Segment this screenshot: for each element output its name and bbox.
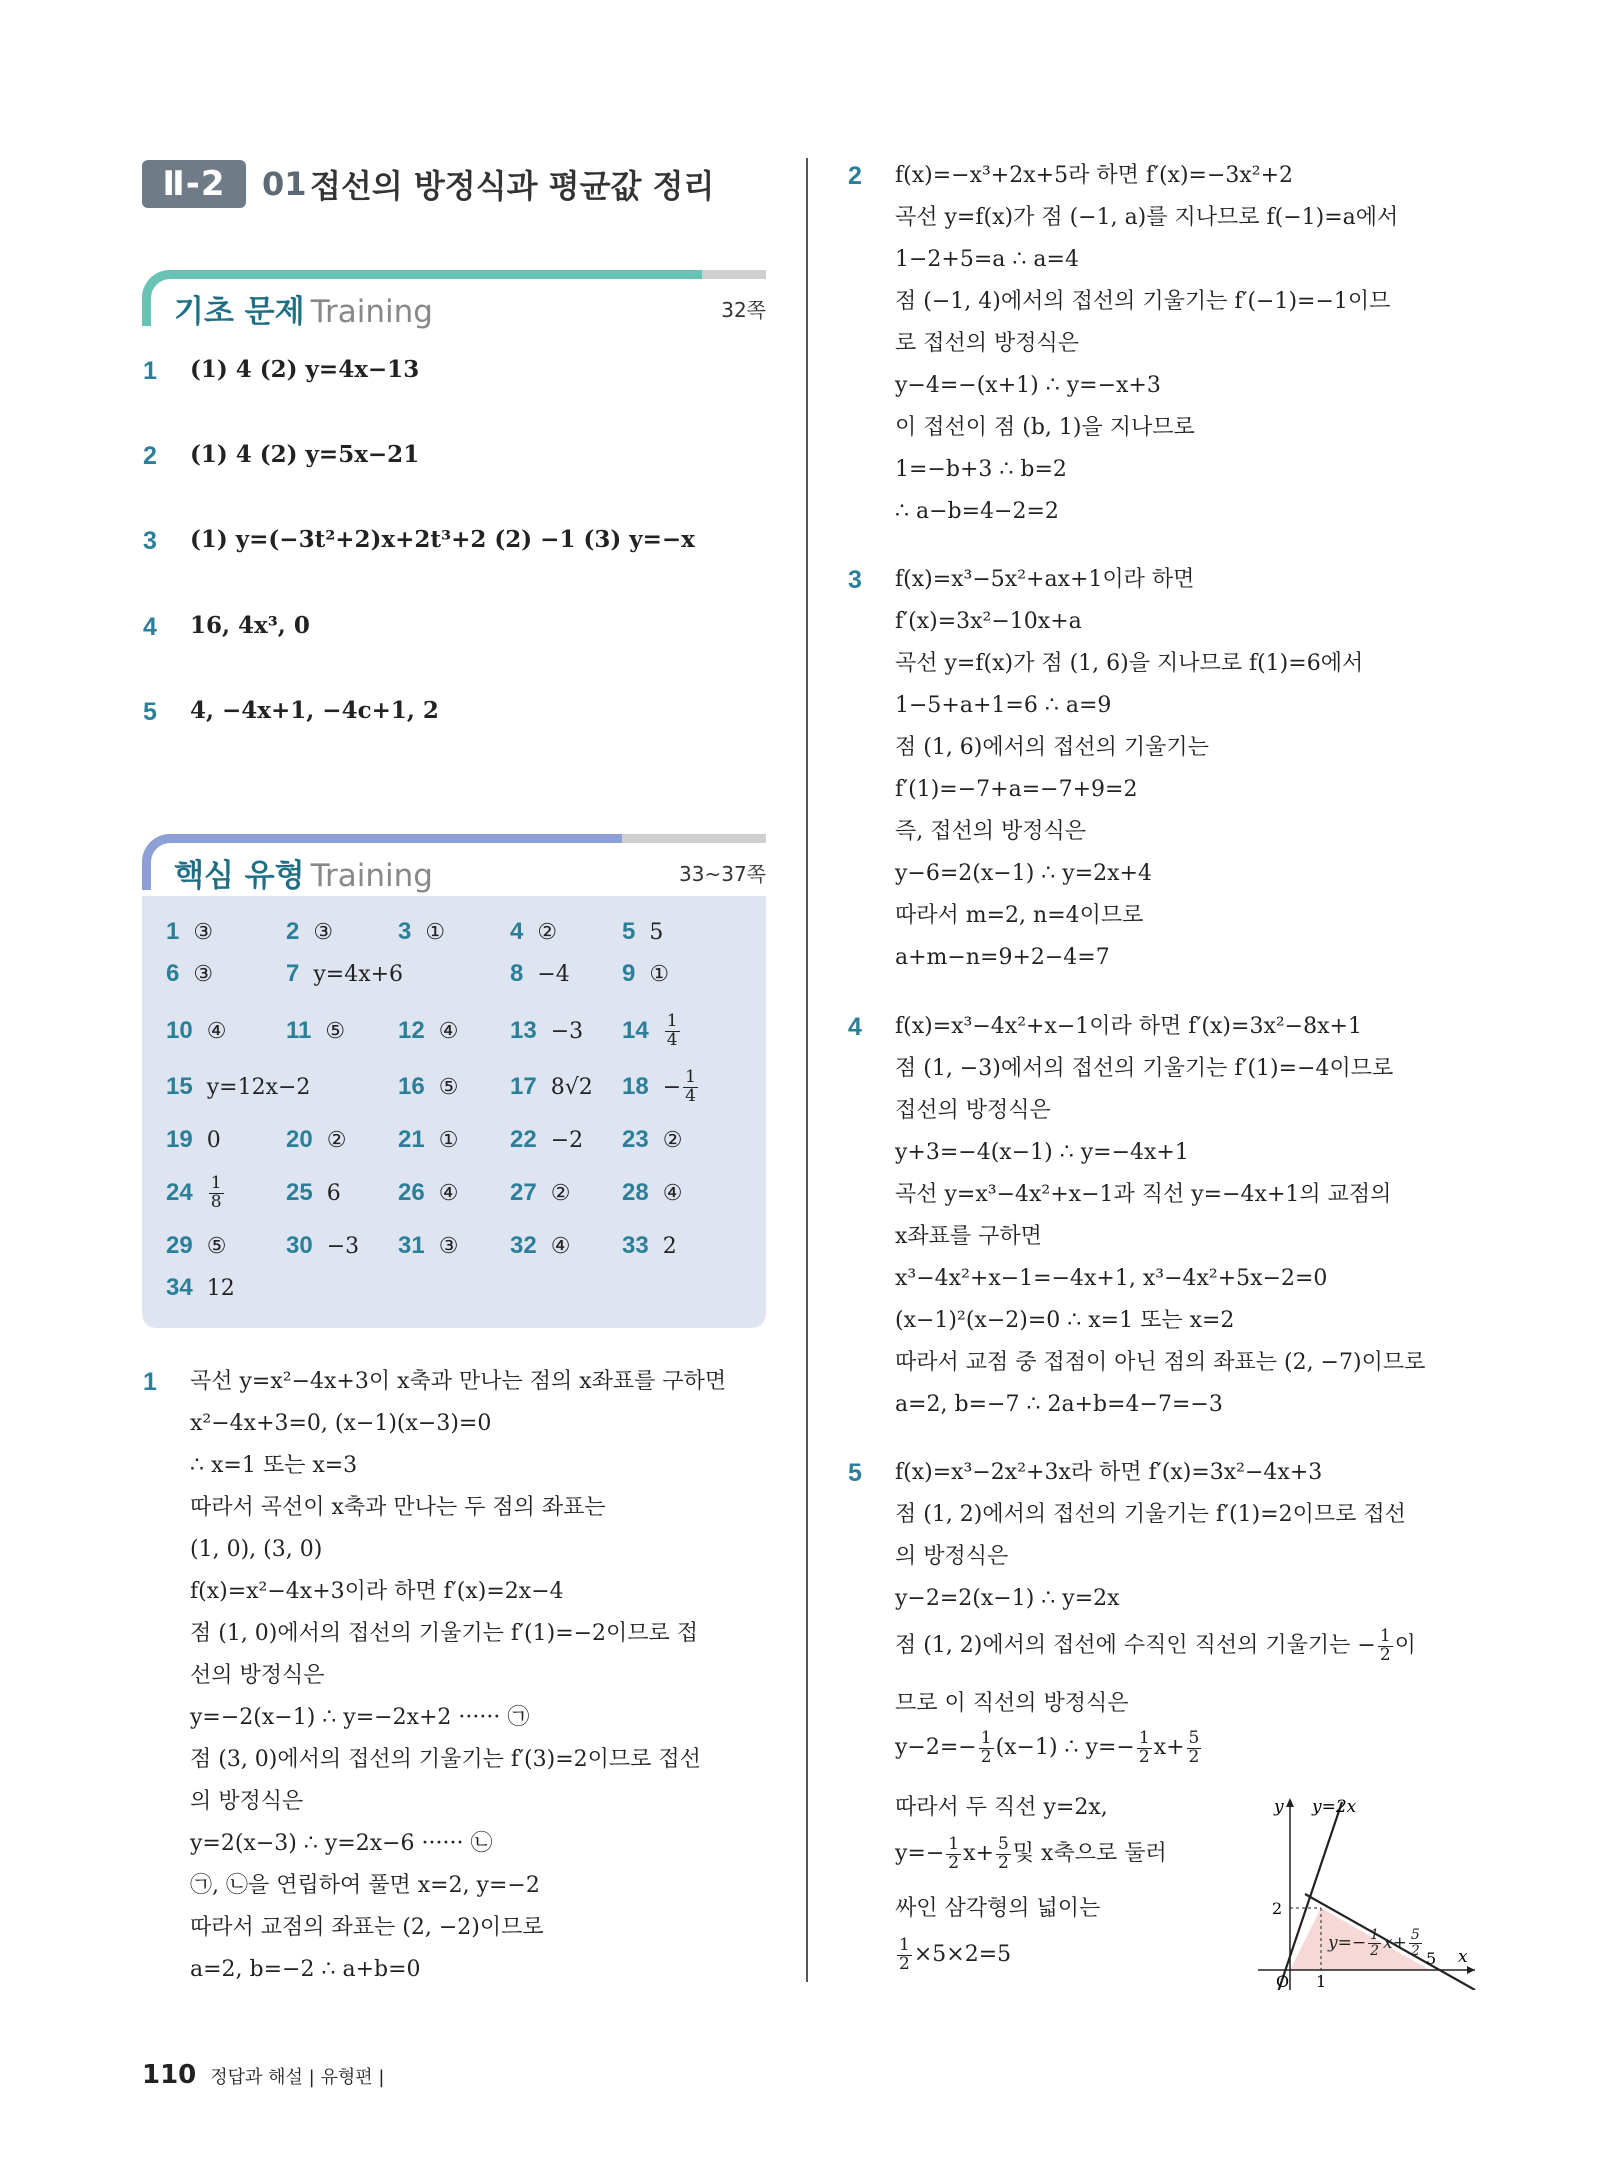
solution-line: 접선의 방정식은: [895, 1098, 1051, 1123]
page-footer: [142, 2060, 384, 2090]
answer-cell: 5 5: [622, 918, 664, 945]
solution-line: 므로 이 직선의 방정식은: [895, 1691, 1129, 1716]
tick-5: 5: [1426, 1949, 1437, 1968]
core-section-header: [142, 834, 766, 894]
solution-line: ∴ a−b=4−2=2: [895, 499, 1059, 524]
solution-line: 곡선 y=f(x)가 점 (−1, a)를 지나므로 f(−1)=a에서: [895, 205, 1399, 230]
answer-cell: 14 $\frac{1}{4}$: [622, 1010, 678, 1050]
solution-line: 따라서 교점 중 접점이 아닌 점의 좌표는 (2, −7)이므로: [895, 1350, 1426, 1375]
solution-line: 곡선 y=f(x)가 점 (1, 6)을 지나므로 f(1)=6에서: [895, 651, 1364, 676]
page-number: 110: [142, 2060, 197, 2090]
fraction: $\frac{1}{2}$: [980, 1728, 992, 1767]
page-title: 접선의 방정식과 평균값 정리: [310, 167, 715, 205]
section-title: [174, 286, 433, 331]
answer-cell: 34 12: [166, 1274, 235, 1301]
answer-cell: 30 −3: [286, 1232, 360, 1259]
solution-line: 점 (1, −3)에서의 접선의 기울기는 f′(1)=−4이므로: [895, 1056, 1394, 1081]
fraction: $\frac{1}{2}$: [948, 1834, 960, 1873]
basic-num: 5: [143, 698, 157, 726]
solution-line: 따라서 교점의 좌표는 (2, −2)이므로: [190, 1915, 544, 1940]
solution-line: x좌표를 구하면: [895, 1224, 1042, 1249]
solution-line: 이 접선이 점 (b, 1)을 지나므로: [895, 415, 1195, 440]
solution-line: 점 (1, 2)에서의 접선의 기울기는 f′(1)=2이므로 접선: [895, 1502, 1406, 1527]
answer-cell: 9 ①: [622, 960, 670, 987]
solution-line: y−2=− $\frac{1}{2}$ (x−1) ∴ y=− $\frac{1}{2}$ x+ $\frac{5}{2}$: [895, 1728, 1200, 1767]
solution-line: f(x)=−x³+2x+5라 하면 f′(x)=−3x²+2: [895, 163, 1294, 188]
solution-line: 즉, 접선의 방정식은: [895, 819, 1086, 844]
solution-line: y−4=−(x+1) ∴ y=−x+3: [895, 373, 1161, 398]
solution-line: y=− $\frac{1}{2}$ x+ $\frac{5}{2}$ 및 x축으로 둘러: [895, 1834, 1167, 1873]
solution-line: y=−2(x−1) ∴ y=−2x+2 ······ ㉠: [190, 1705, 530, 1730]
solution-line: 점 (1, 2)에서의 접선에 수직인 직선의 기울기는 − $\frac{1}{2}$ 이: [895, 1626, 1416, 1665]
answer-cell: 23 ②: [622, 1126, 683, 1153]
solution-line: 곡선 y=x³−4x²+x−1과 직선 y=−4x+1의 교점의: [895, 1182, 1392, 1207]
solution-line: x³−4x²+x−1=−4x+1, x³−4x²+5x−2=0: [895, 1266, 1328, 1291]
answer-cell: 11 ⑤: [286, 1017, 346, 1044]
triangle-graph: [1250, 1790, 1480, 1990]
answer-cell: 7 y=4x+6: [286, 960, 404, 987]
solution-line: 점 (3, 0)에서의 접선의 기울기는 f′(3)=2이므로 접선: [190, 1747, 701, 1772]
answer-cell: 25 6: [286, 1179, 341, 1206]
solution-line: 점 (1, 0)에서의 접선의 기울기는 f′(1)=−2이므로 접: [190, 1621, 699, 1646]
fraction: $\frac{1}{2}$: [1138, 1728, 1150, 1767]
solution-line: f′(x)=3x²−10x+a: [895, 609, 1082, 634]
answer-cell: 32 ④: [510, 1232, 571, 1259]
answer-cell: 27 ②: [510, 1179, 571, 1206]
answer-cell: 33 2: [622, 1232, 677, 1259]
answer-cell: 19 0: [166, 1126, 221, 1153]
solution-line: y+3=−4(x−1) ∴ y=−4x+1: [895, 1140, 1189, 1165]
fraction: $\frac{1}{2}$: [1370, 1927, 1380, 1959]
solution-line: 1−5+a+1=6 ∴ a=9: [895, 693, 1112, 718]
unit-badge: Ⅱ-2: [142, 160, 246, 208]
solution-number: 2: [848, 162, 862, 190]
solution-line: f(x)=x²−4x+3이라 하면 f′(x)=2x−4: [190, 1579, 564, 1604]
basic-answer: 16, 4x³, 0: [190, 612, 310, 639]
solution-line: (x−1)²(x−2)=0 ∴ x=1 또는 x=2: [895, 1308, 1235, 1333]
solution-line: 따라서 두 직선 y=2x,: [895, 1795, 1108, 1820]
answer-cell: 16 ⑤: [398, 1073, 459, 1100]
line2-label: y=− $\frac{1}{2}$ x+ $\frac{5}{2}$: [1328, 1927, 1420, 1959]
section-title-ko: 기초 문제: [174, 294, 305, 330]
answer-cell: 28 ④: [622, 1179, 683, 1206]
origin-label: O: [1276, 1972, 1290, 1990]
answer-cell: 8 −4: [510, 960, 570, 987]
solution-line: a=2, b=−2 ∴ a+b=0: [190, 1957, 421, 1982]
section-title-en: Training: [310, 294, 433, 330]
solution-line: 따라서 곡선이 x축과 만나는 두 점의 좌표는: [190, 1495, 606, 1520]
answer-cell: 15 y=12x−2: [166, 1073, 311, 1100]
answer-box: [142, 896, 766, 1328]
answer-cell: 17 8√2: [510, 1073, 593, 1100]
column-divider: [806, 158, 808, 1982]
solution-number: 3: [848, 566, 862, 594]
fraction: $\frac{1}{2}$: [1379, 1626, 1391, 1665]
solution-line: ㉠, ㉡을 연립하여 풀면 x=2, y=−2: [190, 1873, 540, 1898]
footer-text: 정답과 해설 | 유형편 |: [210, 2067, 385, 2088]
answer-cell: 21 ①: [398, 1126, 459, 1153]
lesson-number: 01: [262, 165, 307, 203]
basic-answer: (1) y=(−3t²+2)x+2t³+2 (2) −1 (3) y=−x: [190, 526, 695, 553]
solution-line: ∴ x=1 또는 x=3: [190, 1453, 358, 1478]
solution-line: 의 방정식은: [895, 1544, 1009, 1569]
answer-cell: 10 ④: [166, 1017, 227, 1044]
fraction: $\frac{1}{8}$: [210, 1172, 222, 1212]
x-axis-label: x: [1458, 1947, 1468, 1967]
solution-number: 5: [848, 1459, 862, 1487]
basic-num: 1: [143, 357, 157, 385]
answer-cell: 4 ②: [510, 918, 558, 945]
section-title: [174, 850, 433, 895]
fraction: $\frac{1}{4}$: [666, 1010, 678, 1050]
solution-line: f(x)=x³−5x²+ax+1이라 하면: [895, 567, 1195, 592]
solution-line: 곡선 y=x²−4x+3이 x축과 만나는 점의 x좌표를 구하면: [190, 1369, 727, 1394]
y-axis-arrow: [1286, 1798, 1294, 1807]
solution-line: x²−4x+3=0, (x−1)(x−3)=0: [190, 1411, 492, 1436]
answer-cell: 13 −3: [510, 1017, 584, 1044]
answer-cell: 29 ⑤: [166, 1232, 227, 1259]
fraction: $\frac{1}{2}$: [899, 1935, 910, 1974]
answer-cell: 24 $\frac{1}{8}$: [166, 1172, 222, 1212]
tick-1: 1: [1316, 1972, 1327, 1990]
solution-line: 점 (1, 6)에서의 접선의 기울기는: [895, 735, 1209, 760]
fraction: $\frac{5}{2}$: [997, 1834, 1009, 1873]
solution-line: 로 접선의 방정식은: [895, 331, 1080, 356]
solution-line: 선의 방정식은: [190, 1663, 325, 1688]
line1-label: y=2x: [1312, 1797, 1357, 1817]
section-title-ko: 핵심 유형: [174, 858, 305, 894]
basic-answer: (1) 4 (2) y=5x−21: [190, 441, 420, 468]
basic-num: 3: [143, 527, 157, 555]
tick-2: 2: [1272, 1899, 1283, 1918]
answer-cell: 12 ④: [398, 1017, 459, 1044]
answer-cell: 18 − $\frac{1}{4}$: [622, 1066, 696, 1106]
answer-cell: 3 ①: [398, 918, 446, 945]
section-title-en: Training: [310, 858, 433, 894]
solution-line: 따라서 m=2, n=4이므로: [895, 903, 1144, 928]
fraction: $\frac{5}{2}$: [1188, 1728, 1200, 1767]
answer-cell: 6 ③: [166, 960, 214, 987]
solution-line: a=2, b=−7 ∴ 2a+b=4−7=−3: [895, 1392, 1223, 1417]
solution-line: f′(1)=−7+a=−7+9=2: [895, 777, 1138, 802]
x-axis-arrow: [1467, 1966, 1475, 1974]
solution-line: f(x)=x³−4x²+x−1이라 하면 f′(x)=3x²−8x+1: [895, 1014, 1362, 1039]
solution-line: a+m−n=9+2−4=7: [895, 945, 1110, 970]
basic-answer: 4, −4x+1, −4c+1, 2: [190, 697, 439, 724]
solution-line: 1=−b+3 ∴ b=2: [895, 457, 1067, 482]
fraction: $\frac{1}{4}$: [685, 1066, 696, 1106]
solution-line: 싸인 삼각형의 넓이는: [895, 1896, 1101, 1921]
fraction: $\frac{5}{2}$: [1410, 1927, 1420, 1959]
basic-num: 4: [143, 613, 157, 641]
basic-num: 2: [143, 442, 157, 470]
solution-line: (1, 0), (3, 0): [190, 1537, 323, 1562]
solution-line: 1−2+5=a ∴ a=4: [895, 247, 1079, 272]
answer-cell: 31 ③: [398, 1232, 459, 1259]
section-page: 32쪽: [721, 298, 766, 322]
basic-answer: (1) 4 (2) y=4x−13: [190, 356, 420, 383]
solution-line: 의 방정식은: [190, 1789, 304, 1814]
solution-line: f(x)=x³−2x²+3x라 하면 f′(x)=3x²−4x+3: [895, 1460, 1323, 1485]
answer-cell: 2 ③: [286, 918, 334, 945]
solution-line: 점 (−1, 4)에서의 접선의 기울기는 f′(−1)=−1이므: [895, 289, 1391, 314]
answer-cell: 1 ③: [166, 918, 214, 945]
solution-line: $\frac{1}{2}$ ×5×2=5: [899, 1935, 1012, 1974]
solution-number: 1: [143, 1368, 157, 1396]
answer-cell: 22 −2: [510, 1126, 584, 1153]
solution-line: y−6=2(x−1) ∴ y=2x+4: [895, 861, 1152, 886]
y-axis-label: y: [1274, 1797, 1284, 1817]
section-page: 33~37쪽: [679, 862, 766, 886]
solution-line: y=2(x−3) ∴ y=2x−6 ······ ㉡: [190, 1831, 493, 1856]
solution-number: 4: [848, 1013, 862, 1041]
basic-section-header: [142, 270, 766, 330]
answer-cell: 26 ④: [398, 1179, 459, 1206]
answer-cell: 20 ②: [286, 1126, 347, 1153]
solution-line: y−2=2(x−1) ∴ y=2x: [895, 1586, 1120, 1611]
